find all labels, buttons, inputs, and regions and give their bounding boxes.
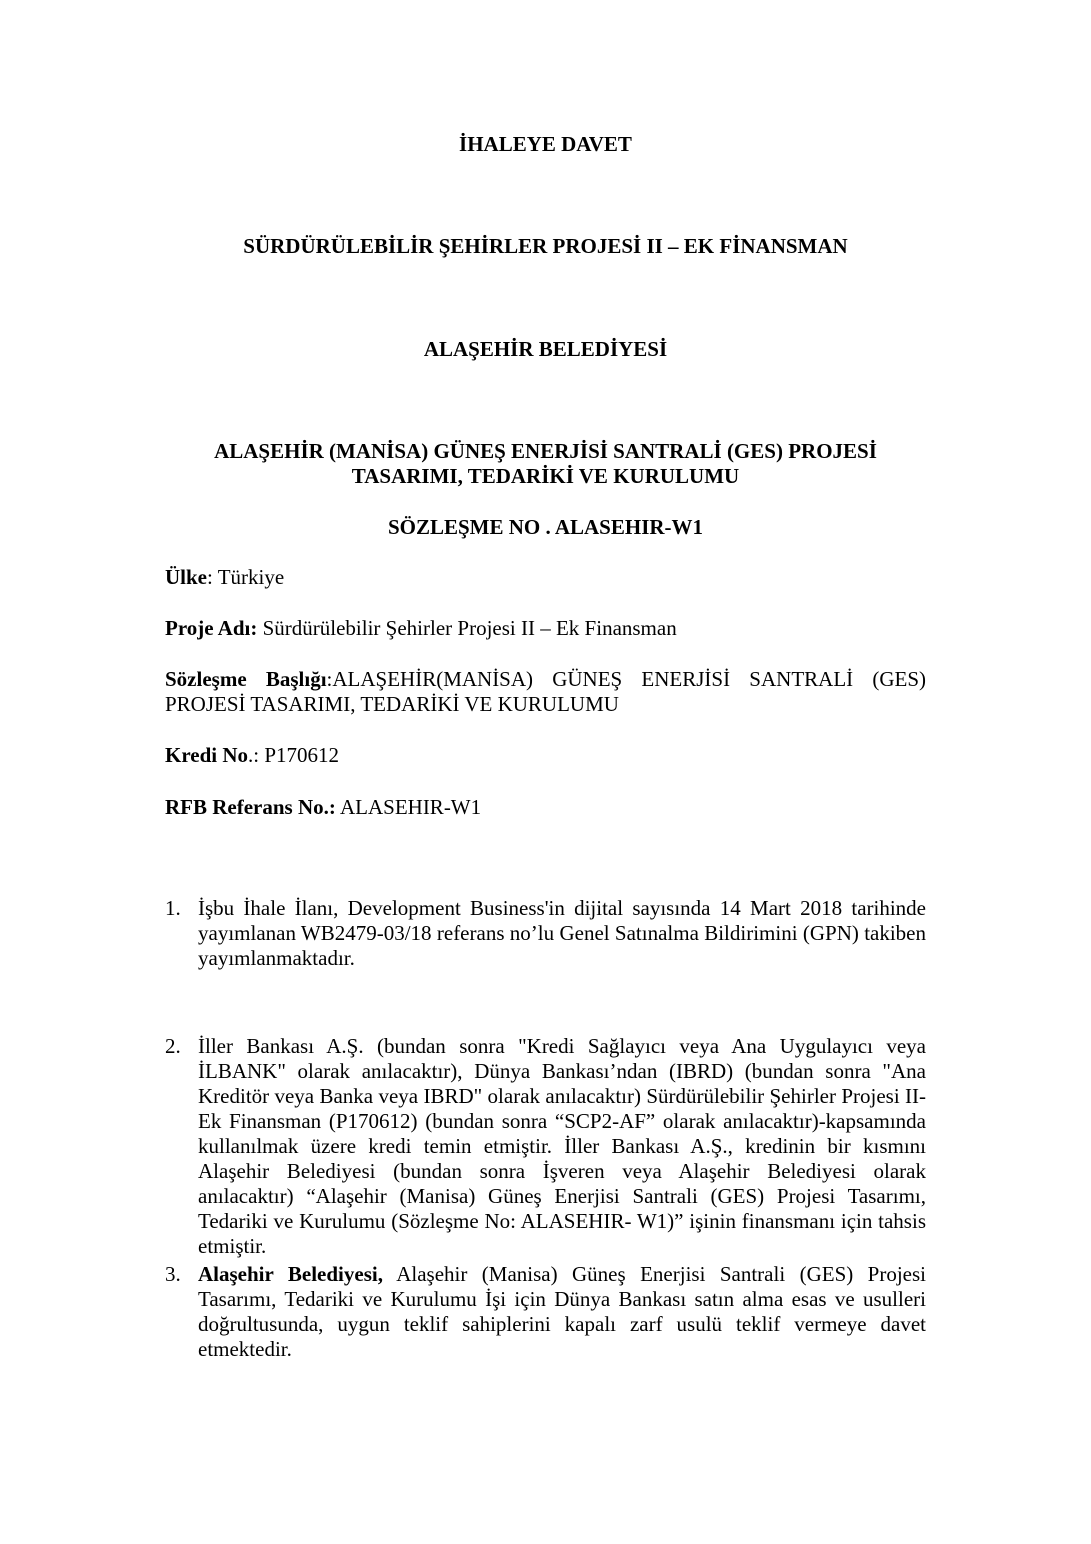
contract-title-label: Sözleşme Başlığı: [165, 667, 327, 691]
contract-title-line-2: TASARIMI, TEDARİKİ VE KURULUMU: [351, 464, 740, 488]
project-title: SÜRDÜRÜLEBİLİR ŞEHİRLER PROJESİ II – EK FİNANSMAN: [243, 234, 848, 258]
invitation-title: İHALEYE DAVET: [459, 132, 632, 156]
credit-number-label: Kredi No: [165, 743, 249, 767]
country-field: [165, 565, 926, 590]
project-name-value: Sürdürülebilir Şehirler Projesi II – Ek Finansman: [257, 616, 677, 640]
contract-title-field: [165, 667, 926, 717]
list-item-number: 1.: [165, 896, 181, 920]
country-label: Ülke: [165, 565, 207, 589]
list-item-bold-lead: Alaşehir Belediyesi,: [198, 1262, 383, 1286]
project-name-field: [165, 616, 926, 641]
rfb-reference-label: RFB Referans No.:: [165, 795, 336, 819]
contract-title-value: :ALAŞEHİR(MANİSA) GÜNEŞ ENERJİSİ SANTRALİ (GES) PROJESİ TASARIMI, TEDARİKİ VE KURULUMU: [165, 667, 926, 716]
country-value: : Türkiye: [207, 565, 285, 589]
credit-number-value: .: P170612: [248, 743, 340, 767]
rfb-reference-field: [165, 795, 926, 820]
rfb-reference-value: ALASEHIR-W1: [335, 795, 482, 819]
list-item-text: İşbu İhale İlanı, Development Business'in dijital sayısında 14 Mart 2018 tarihinde yayımlanan WB2479-03/18 referans no’lu Genel Satınalma Bildirimini (GPN) takiben yayımlanmaktadır.: [198, 896, 926, 970]
list-item-text: İller Bankası A.Ş. (bundan sonra "Kredi Sağlayıcı veya Ana Uygulayıcı veya İLBANK" olarak anılacaktır), Dünya Bankası’ndan (IBRD) (bundan sonra "Ana Kreditör veya Banka veya IBRD" olarak anılacaktır) Sürdürülebilir Şehirler Projesi II-Ek Finansman (P170612) (bundan sonra “SCP2-AF” olarak anılacaktır)-kapsamında kullanılmak üzere kredi temin etmiştir. İller Bankası A.Ş., kredinin bir kısmını Alaşehir Belediyesi (bundan sonra İşveren veya Alaşehir Belediyesi olarak anılacaktır) “Alaşehir (Manisa) Güneş Enerjisi Santrali (GES) Projesi Tasarımı, Tedariki ve Kurulumu (Sözleşme No: ALASEHIR- W1)” işinin finansmanı için tahsis etmiştir.: [198, 1034, 926, 1258]
contract-title-line-1: ALAŞEHİR (MANİSA) GÜNEŞ ENERJİSİ SANTRALİ (GES) PROJESİ: [214, 439, 877, 463]
list-item-text: [198, 1262, 926, 1362]
credit-number-field: [165, 743, 926, 768]
list-item-number: 2.: [165, 1034, 181, 1058]
list-item-body: Alaşehir (Manisa) Güneş Enerjisi Santrali (GES) Projesi Tasarımı, Tedariki ve Kurulumu İşi için Dünya Bankası satın alma esas ve usulleri doğrultusunda, uygun teklif sahiplerini kapalı zarf usulü teklif vermeye davet etmektedir.: [198, 1262, 926, 1361]
list-item-number: 3.: [165, 1262, 181, 1286]
municipality-title: ALAŞEHİR BELEDİYESİ: [423, 337, 668, 361]
contract-number-title: SÖZLEŞME NO . ALASEHIR-W1: [387, 515, 704, 539]
project-name-label: Proje Adı:: [165, 616, 258, 640]
